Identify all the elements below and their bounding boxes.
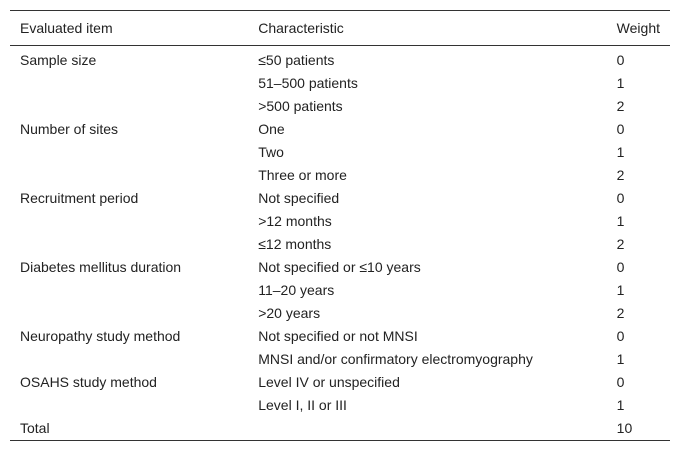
table-body: [10, 46, 670, 441]
cell-weight: 1: [616, 74, 625, 91]
cell-characteristic: Level I, II or III: [258, 396, 347, 413]
cell-weight: 0: [616, 51, 625, 68]
table-row: [10, 186, 670, 209]
cell-evaluated-item: [10, 347, 248, 370]
cell-evaluated-item: [10, 94, 248, 117]
table-row: [10, 140, 670, 163]
table-row-total: [10, 416, 670, 441]
table-row: [10, 117, 670, 140]
table-row: [10, 46, 670, 72]
cell-evaluated-item: [10, 140, 248, 163]
cell-weight: 1: [616, 396, 625, 413]
cell-weight: 2: [616, 166, 625, 183]
evaluation-weights-table: [10, 10, 670, 441]
cell-weight: 0: [616, 327, 625, 344]
cell-weight: 0: [616, 373, 625, 390]
cell-characteristic: Not specified or ≤10 years: [258, 258, 421, 275]
cell-evaluated-item: [10, 278, 248, 301]
table-row: [10, 209, 670, 232]
cell-evaluated-item: [10, 163, 248, 186]
table-row: [10, 71, 670, 94]
cell-weight: 0: [616, 189, 625, 206]
cell-evaluated-item: [10, 71, 248, 94]
cell-characteristic: Two: [258, 143, 284, 160]
cell-characteristic: Level IV or unspecified: [258, 373, 400, 390]
cell-evaluated-item: Neuropathy study method: [20, 327, 181, 344]
table-row: [10, 232, 670, 255]
cell-characteristic: Not specified or not MNSI: [258, 327, 418, 344]
cell-evaluated-item: [10, 393, 248, 416]
table-row: [10, 393, 670, 416]
cell-characteristic: 51–500 patients: [258, 74, 358, 91]
cell-weight: 2: [616, 235, 625, 252]
table-row: [10, 278, 670, 301]
evaluation-table-container: [10, 10, 670, 441]
table-row: [10, 370, 670, 393]
table-row: [10, 163, 670, 186]
cell-characteristic: ≤50 patients: [258, 51, 335, 68]
cell-evaluated-item: OSAHS study method: [20, 373, 157, 390]
header-characteristic: Characteristic: [258, 20, 344, 36]
cell-evaluated-item: Total: [20, 420, 50, 436]
cell-characteristic: Three or more: [258, 166, 347, 183]
cell-characteristic: >500 patients: [258, 97, 343, 114]
cell-characteristic: ≤12 months: [258, 235, 332, 252]
cell-characteristic: MNSI and/or confirmatory electromyography: [258, 350, 533, 367]
cell-weight: 1: [616, 281, 625, 298]
cell-evaluated-item: Number of sites: [20, 120, 119, 137]
cell-weight: 1: [616, 350, 625, 367]
table-row: [10, 94, 670, 117]
cell-characteristic: [248, 416, 606, 441]
cell-evaluated-item: Diabetes mellitus duration: [20, 258, 182, 275]
cell-weight: 1: [616, 212, 625, 229]
cell-weight: 1: [616, 143, 625, 160]
cell-weight: 10: [616, 420, 633, 436]
cell-evaluated-item: Recruitment period: [20, 189, 139, 206]
table-row: [10, 301, 670, 324]
cell-characteristic: >20 years: [258, 304, 321, 321]
cell-characteristic: 11–20 years: [258, 281, 335, 298]
cell-evaluated-item: [10, 232, 248, 255]
cell-characteristic: >12 months: [258, 212, 332, 229]
cell-weight: 0: [616, 120, 625, 137]
cell-evaluated-item: Sample size: [20, 51, 97, 68]
table-header: [10, 11, 670, 46]
table-row: [10, 347, 670, 370]
table-row: [10, 324, 670, 347]
cell-evaluated-item: [10, 301, 248, 324]
header-evaluated-item: Evaluated item: [20, 20, 113, 36]
cell-weight: 2: [616, 304, 625, 321]
cell-weight: 0: [616, 258, 625, 275]
header-weight: Weight: [616, 20, 660, 36]
cell-characteristic: One: [258, 120, 285, 137]
cell-evaluated-item: [10, 209, 248, 232]
table-row: [10, 255, 670, 278]
cell-weight: 2: [616, 97, 625, 114]
cell-characteristic: Not specified: [258, 189, 340, 206]
header-row: [10, 11, 670, 46]
